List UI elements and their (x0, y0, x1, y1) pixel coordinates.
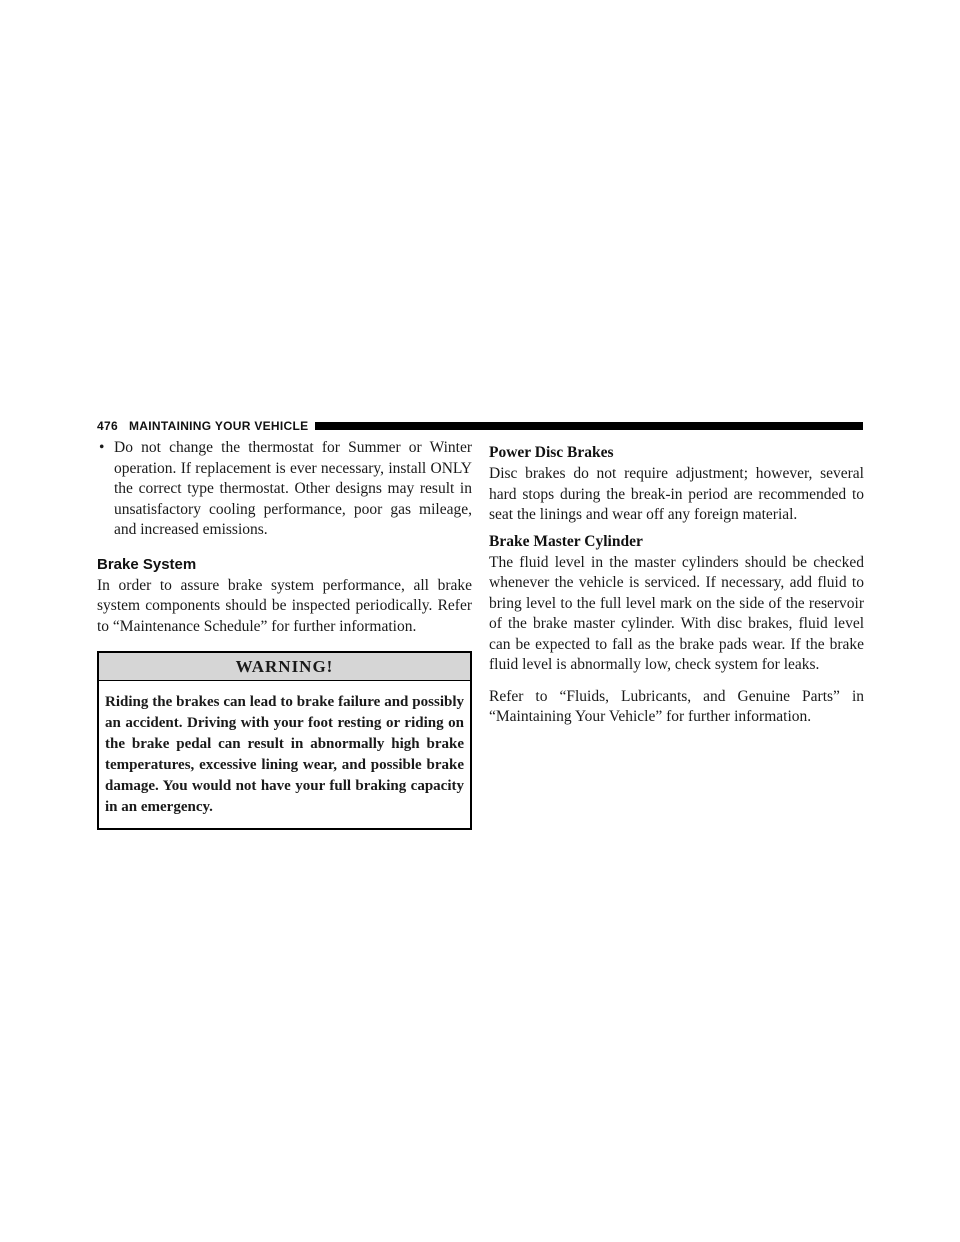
power-disc-brakes-paragraph: Disc brakes do not require adjustment; however, several hard stops during the break-in period are recommended to seat the linings and wear off any foreign material. (489, 465, 864, 523)
page-number: 476 (97, 419, 118, 433)
bullet-icon: • (99, 439, 105, 456)
brake-master-cylinder-paragraph: The fluid level in the master cylinders should be checked whenever the vehicle is serviced. If necessary, add fluid to bring level to the full level mark on the side of the reservoir of the brake master cylinder. With disc brakes, fluid level can be expected to fall as the brake pads wear. If the brake fluid level is abnormally low, check system for leaks. (489, 553, 864, 673)
bullet-text: Do not change the thermostat for Summer or Winter operation. If replacement is ever necessary, install ONLY the correct type thermostat. Other designs may result in unsatisfactory cooling performance, poor gas mileage, and increased emissions. (114, 439, 472, 538)
warning-text: Riding the brakes can lead to brake failure and possibly an accident. Driving with your foot resting or riding on the brake pedal can result in abnormally high brake temperatures, excessive lining wear, and possible brake damage. You would not have your full braking capacity in an emergency. (105, 694, 464, 815)
power-disc-brakes-heading: Power Disc Brakes (489, 444, 614, 461)
refer-paragraph: Refer to “Fluids, Lubricants, and Genuine Parts” in “Maintaining Your Vehicle” for further information. (489, 687, 864, 725)
list-item (97, 438, 472, 541)
section-title: MAINTAINING YOUR VEHICLE (129, 419, 309, 433)
brake-system-paragraph: In order to assure brake system performance, all brake system components should be inspected periodically. Refer to “Maintenance Schedule” for further information. (97, 576, 472, 635)
brake-system-heading: Brake System (97, 555, 197, 573)
left-column (97, 438, 472, 830)
brake-master-cylinder-heading: Brake Master Cylinder (489, 532, 643, 550)
warning-title: WARNING! (99, 653, 470, 681)
page-header (97, 418, 863, 434)
warning-box (97, 651, 472, 830)
right-column (489, 443, 864, 728)
header-rule (315, 422, 863, 430)
